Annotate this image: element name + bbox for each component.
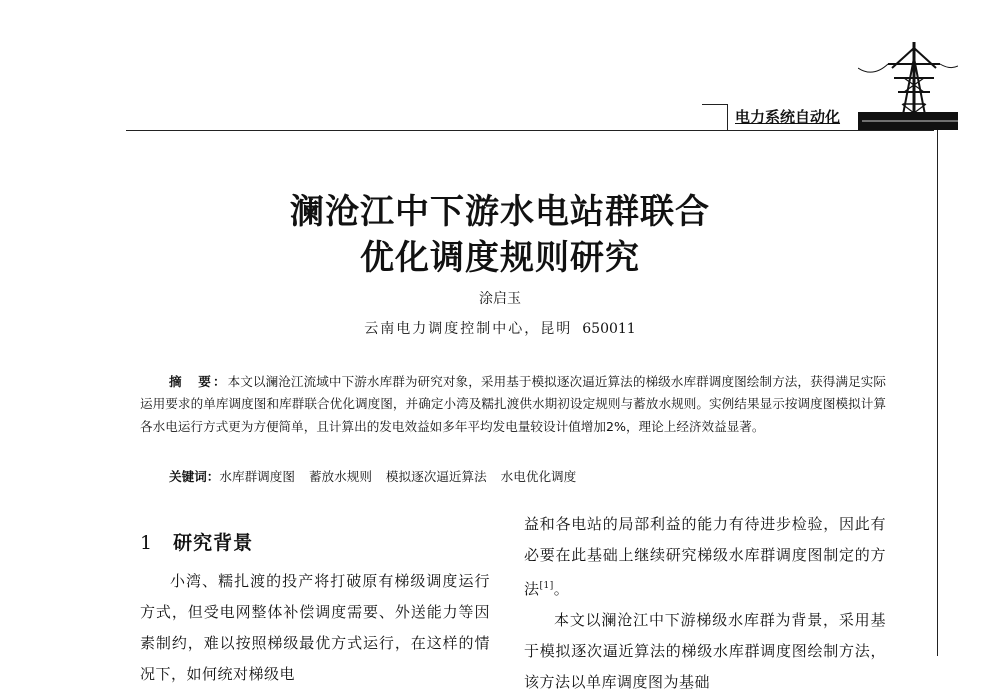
- keyword: 水电优化调度: [500, 469, 577, 484]
- header-rule: [126, 130, 934, 131]
- keyword: 水库群调度图: [219, 469, 295, 484]
- citation-ref: [1]: [539, 581, 554, 591]
- keywords-label: 关键词：: [169, 469, 220, 484]
- paragraph-text: 益和各电站的局部利益的能力有待进步检验，因此有必要在此基础上继续研究梯级水库群调度图制定的方法: [524, 515, 886, 598]
- power-tower-icon: [858, 38, 958, 130]
- keyword: 模拟逐次逼近算法: [385, 469, 487, 484]
- abstract-text: 本文以澜沧江流域中下游水库群为研究对象，采用基于模拟逐次逼近算法的梯级水库群调度图绘制方法，获得满足实际运用要求的单库调度图和库群联合优化调度图，并确定小湾及糯扎渡供水期初设定规则与蓄放水规则。实例结果显示按调度图模拟计算各水电运行方式更为方便简单，且计算出的发电效益如多年平均发电量较设计值增加2%，理论上经济效益显著。: [140, 374, 887, 434]
- affiliation: [0, 318, 1000, 338]
- keyword: 蓄放水规则: [308, 469, 372, 484]
- body-left-column: 小湾、糯扎渡的投产将打破原有梯级调度运行方式，但受电网整体补偿调度需要、外送能力等因素制约，难以按照梯级最优方式运行，在这样的情况下，如何统对梯级电: [140, 572, 490, 683]
- paper-title-line-2: 优化调度规则研究: [360, 238, 640, 278]
- affiliation-name: 云南电力调度控制中心，昆明: [364, 321, 573, 337]
- journal-tag: 电力系统自动化: [735, 108, 841, 126]
- abstract: [140, 371, 886, 438]
- abstract-label: 摘 要：: [168, 374, 228, 389]
- section-heading: [140, 528, 253, 555]
- body-right-column: [524, 509, 886, 698]
- section-title: 研究背景: [173, 532, 254, 554]
- keywords: [169, 466, 590, 488]
- paper-title-line-1: 澜沧江中下游水电站群联合: [290, 192, 710, 232]
- postcode: 650011: [582, 321, 636, 337]
- paragraph-end: 。: [553, 580, 570, 598]
- body-paragraph: [524, 509, 886, 605]
- section-number: 1: [140, 532, 154, 554]
- body-paragraph: 本文以澜沧江中下游梯级水库群为背景，采用基于模拟逐次逼近算法的梯级水库群调度图绘制方法，该方法以单库调度图为基础: [524, 611, 886, 691]
- header-rule-tab: [702, 104, 728, 105]
- author: 涂启玉: [479, 291, 521, 307]
